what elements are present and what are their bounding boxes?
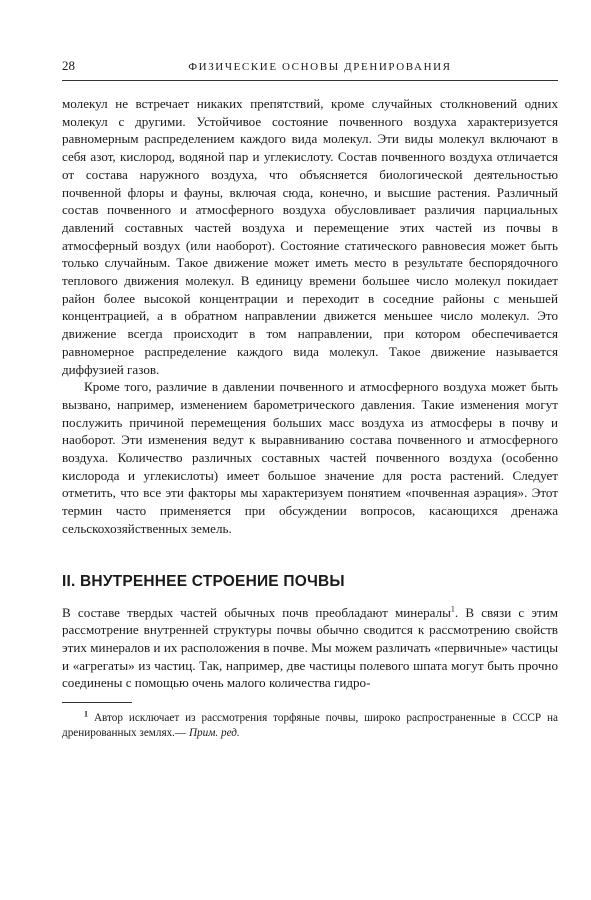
editor-note: Прим. ред. (188, 727, 240, 740)
section-paragraph-rest: . В связи с этим рассмотрение внутренней структуры почвы обычно сводится к рассмотрению свойств этих минералов и их расположения в почве. Мы можем различать «первичные» частицы и «агрегаты» из частиц. Так, например, две частицы полевого шпата могут быть прочно соединены с помощью очень малого количества гидро- (62, 604, 558, 691)
paragraph: Кроме того, различие в давлении почвенного и атмосферного воздуха может быть вызвано, например, изменением барометрического давления. Такие изменения могут послужить причиной перемещения больших масс воздуха из атмосферы в почву и наоборот. Эти изменения ведут к выравниванию состава почвенного и атмосферного воздуха. Количество различных составных частей почвенного воздуха (особенно кислорода и углекислоты) имеет большое значение для роста растений. Следует отметить, что все эти факторы мы характеризуем понятием «почвенная аэрация». Этот термин часто применяется при обсуждении вопросов, касающихся дренажа сельскохозяйственных земель. (62, 379, 558, 536)
body-text (62, 95, 558, 741)
footnote (62, 711, 558, 741)
section-paragraph (62, 604, 558, 693)
footnote-reference: 1 (450, 604, 455, 614)
footnote-divider (62, 702, 132, 703)
section-paragraph-start: В составе твердых частей обычных почв преобладают минералы (62, 604, 451, 620)
paragraph-continued: молекул не встречает никаких препятствий, кроме случайных столкновений одних молекул с другими. Устойчивое состояние почвенного воздуха характеризуется равномерным распределением каждого вида молекул. Эти виды молекул включают в себя азот, кислород, водяной пар и углекислоту. Состав почвенного воздуха отличается от состава наружного воздуха, что объясняется биологической деятельностью почвенной флоры и фауны, включая сюда, конечно, и высшие растения. Различный состав почвенного и атмосферного воздуха обусловливает различия парциальных давлений составных частей воздуха и перемещение этих частей из почвы в атмосферный воздух (или наоборот). Состояние статического равновесия может быть только случайным. Такое движение может иметь место в результате беспорядочного теплового движения молекул. В единицу времени большее число молекул покидает район более высокой концентрации и переходит в соседние районы с меньшей концентрацией, а в обратном направлении движется меньшее число молекул. Это движение всегда происходит в том направлении, при котором обеспечивается равномерное распределение каждого вида молекул. Такое движение называется диффузией газов. (62, 96, 558, 377)
footnote-marker: 1 (84, 709, 88, 719)
section-heading: II. ВНУТРЕННЕЕ СТРОЕНИЕ ПОЧВЫ (62, 572, 345, 590)
book-page (62, 58, 558, 741)
page-number: 28 (62, 58, 75, 73)
running-title: ФИЗИЧЕСКИЕ ОСНОВЫ ДРЕНИРОВАНИЯ (188, 61, 452, 73)
running-head (62, 58, 558, 81)
footnote-text: Автор исключает из рассмотрения торфяные почвы, широко распространенные в СССР на дренированных землях.— (62, 712, 558, 740)
